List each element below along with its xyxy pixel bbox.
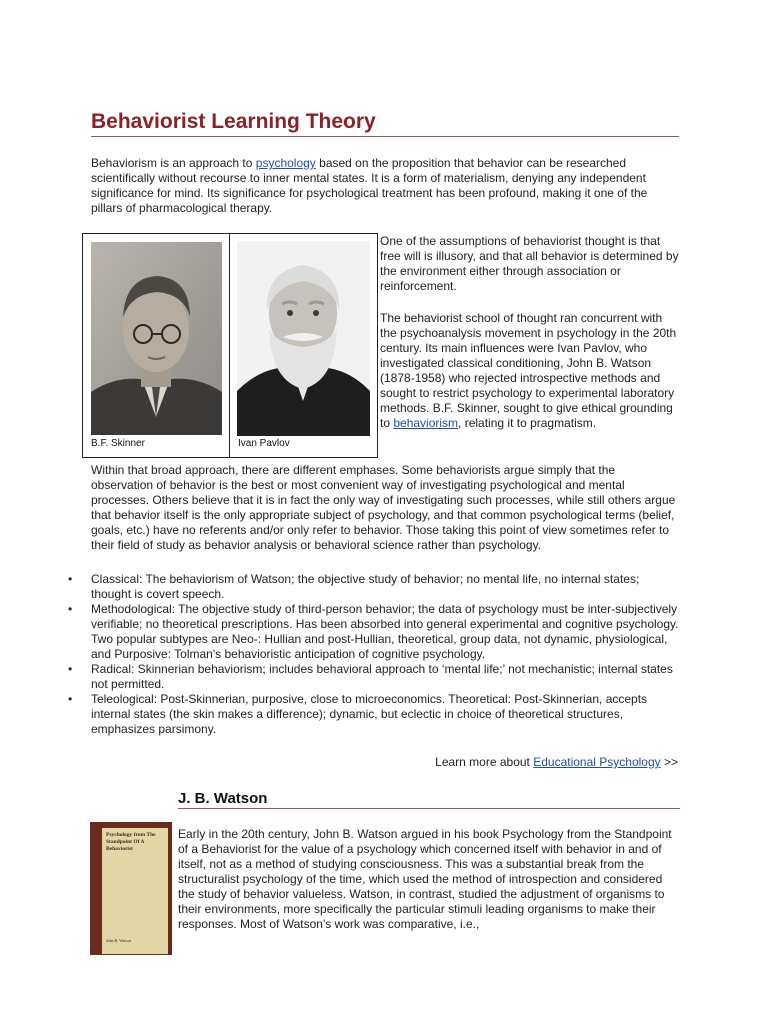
- side-paragraph-2: [380, 311, 680, 431]
- title-divider: [91, 136, 679, 137]
- pavlov-photo: [237, 241, 370, 436]
- watson-heading: J. B. Watson: [178, 790, 268, 807]
- skinner-figure: [82, 233, 231, 458]
- list-item-text: Radical: Skinnerian behaviorism; includes behavioral approach to ‘mental life;’ not mechanistic; internal states not permitted.: [91, 662, 673, 691]
- bullet-icon: •: [68, 692, 73, 706]
- book-title: Psychology from The Standpoint Of A Behaviorist: [106, 832, 156, 852]
- side-paragraph-2-end: , relating it to pragmatism.: [458, 416, 597, 430]
- list-item-text: Classical: The behaviorism of Watson; the objective study of behavior; no mental life, no internal states; thought is covert speech.: [91, 572, 640, 601]
- list-item-text: Teleological: Post-Skinnerian, purposive, close to microeconomics. Theoretical: Post-Skinnerian, accepts internal states (the skin makes a difference); dynamic, but eclectic in choice of theoretical structures, emphasizes parsimony.: [91, 692, 648, 736]
- skinner-caption: B.F. Skinner: [91, 438, 145, 449]
- skinner-portrait: [91, 242, 222, 435]
- intro-text-end: based on the proposition that behavior can be researched scientifically without recourse to inner mental states. It is a form of materialism, denying any independent significance for mind. Its significance for psychological treatment has been profound, making it one of the pillars of pharmacological therapy.: [91, 156, 648, 215]
- list-item: [68, 602, 679, 662]
- pavlov-caption: Ivan Pavlov: [238, 438, 290, 449]
- page-title: Behaviorist Learning Theory: [91, 110, 376, 133]
- list-item-text: Methodological: The objective study of third-person behavior; the data of psychology must be inter-subjectively verifiable; no theoretical prescriptions. Has been absorbed into general experimental and cognitive psychology. Two popular subtypes are Neo-: Hullian and post-Hullian, theoretical, group data, not dynamic, physiological, and Purposive: Tolman's behavioristic anticipation of cognitive psychology.: [91, 602, 679, 661]
- bullet-icon: •: [68, 662, 73, 676]
- educational-psychology-link[interactable]: Educational Psychology: [533, 755, 661, 769]
- intro-text-start: Behaviorism is an approach to: [91, 156, 256, 170]
- list-item: [68, 692, 679, 737]
- psychology-link[interactable]: psychology: [255, 156, 316, 170]
- learn-more-prefix: Learn more about: [435, 755, 534, 769]
- pavlov-portrait: [237, 241, 370, 436]
- behaviorism-types-list: [68, 572, 679, 737]
- skinner-photo: [91, 242, 222, 435]
- side-paragraph-2-text: The behaviorist school of thought ran concurrent with the psychoanalysis movement in psychology in the 20th century. Its main influences were Ivan Pavlov, who investigated classical conditioning, John B. Watson (1878-1958) who rejected introspective methods and sought to restrict psychology to experimental laboratory methods. B.F. Skinner, sought to give ethical grounding to: [380, 311, 677, 430]
- watson-paragraph: Early in the 20th century, John B. Watson argued in his book Psychology from the Standpoint of a Behaviorist for the value of a psychology which concerned itself with behavior in and of itself, not as a method of studying consciousness. This was a substantial break from the structuralist psychology of the time, which used the method of introspection and considered the study of behavior valueless. Watson, in contrast, studied the adjustment of organisms to their environments, more specifically the particular stimuli leading organisms to make their responses. Most of Watson's work was comparative, i.e.,: [178, 827, 672, 931]
- watson-divider: [178, 808, 680, 809]
- list-item: [68, 662, 679, 692]
- behaviorism-link[interactable]: behaviorism: [393, 416, 459, 430]
- side-paragraph-1: One of the assumptions of behaviorist thought is that free will is illusory, and that all behavior is determined by the environment either through association or reinforcement.: [380, 234, 679, 293]
- pavlov-figure: [229, 233, 378, 458]
- emphases-paragraph: Within that broad approach, there are different emphases. Some behaviorists argue simply that the observation of behavior is the best or most convenient way of investigating psychological and mental processes. Others believe that it is in fact the only way of investigating such processes, while still others argue that behavior itself is the only appropriate subject of psychology, and that common psychological terms (belief, goals, etc.) have no referents and/or only refer to behavior. Those taking this point of view sometimes refer to their field of study as behavior analysis or behavioral science rather than psychology.: [91, 463, 676, 552]
- intro-paragraph: [91, 156, 679, 216]
- bullet-icon: •: [68, 572, 73, 586]
- watson-book-cover: [90, 822, 172, 955]
- book-author: John B. Watson: [106, 938, 132, 943]
- list-item: [68, 572, 679, 602]
- bullet-icon: •: [68, 602, 73, 616]
- learn-more-line: [435, 755, 678, 770]
- learn-more-suffix: >>: [660, 755, 678, 769]
